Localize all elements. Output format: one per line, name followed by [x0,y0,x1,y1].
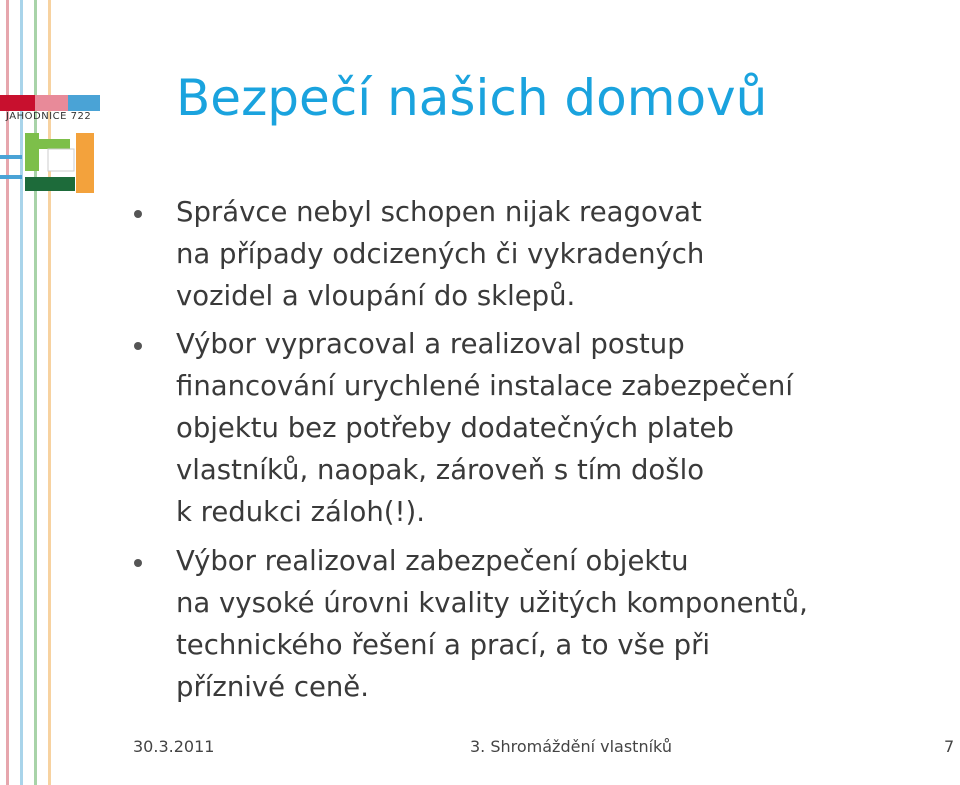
slide-title: Bezpečí našich domovů [176,69,768,127]
footer-page-number: 7 [944,737,955,756]
bullet-icon [134,342,142,350]
footer-center: 3. Shromáždění vlastníků [470,737,672,756]
logo-text: JAHODNICE 722 [6,111,92,122]
logo-mark [0,125,100,205]
bullet-icon [134,559,142,567]
svj-logo [0,95,100,205]
bullet-1: Správce nebyl schopen nijak reagovat na případy odcizených či vykradených vozidel a vloupání do sklepů. [176,196,705,312]
footer-date: 30.3.2011 [133,737,215,756]
bullet-icon [134,210,142,218]
bullet-3: Výbor realizoval zabezpečení objektu na vysoké úrovni kvality užitých komponentů, technického řešení a prací, a to vše při příznivé ceně. [176,545,808,703]
bullet-2: Výbor vypracoval a realizoval postup financování urychlené instalace zabezpečení objektu bez potřeby dodatečných plateb vlastníků, naopak, zároveň s tím došlo k redukci záloh(!). [176,328,794,528]
